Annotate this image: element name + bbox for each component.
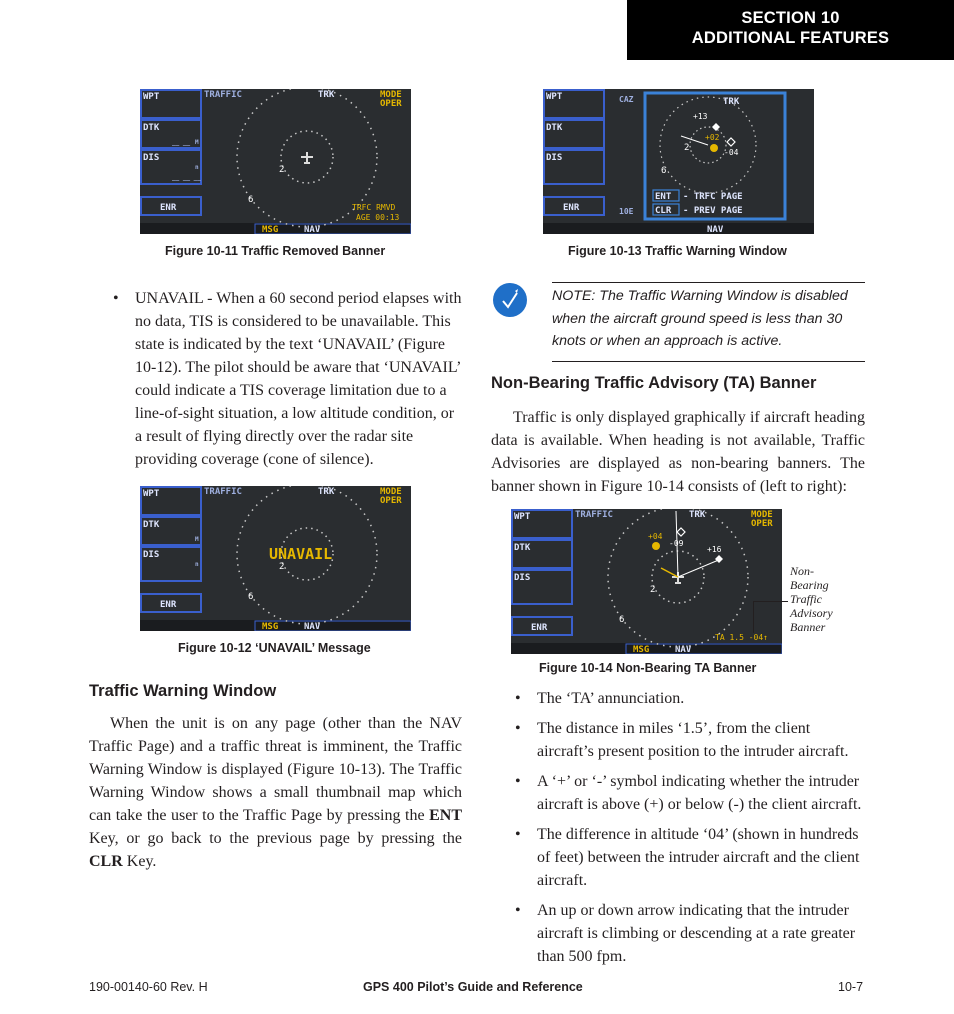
target-minus09: -09 [669,539,684,548]
svg-text:MODE: MODE [380,487,402,497]
enr-label: ENR [160,203,177,213]
note-bottom-rule [552,361,865,362]
svg-text:DTK: DTK [546,123,563,133]
dtk-label: DTK [143,123,160,133]
unavail-message: UNAVAIL [269,545,333,563]
svg-text:MSG: MSG [633,645,650,654]
svg-text:ENR: ENR [563,203,580,213]
svg-text:DIS: DIS [514,573,531,583]
traffic-warning-heading: Traffic Warning Window [89,682,277,700]
svg-text:__ __ __: __ __ __ [172,174,201,181]
age-banner: AGE 00:13 [356,213,400,222]
svg-text:10E: 10E [619,207,634,216]
svg-text:2: 2 [650,585,656,595]
svg-text:WPT: WPT [143,489,160,499]
bullet-symbol-sign: • A ‘+’ or ‘-’ symbol indicating whether the intruder aircraft is above (+) or below (-) the client aircraft. [515,773,862,813]
unavail-text: UNAVAIL - When a 60 second period elapses with no data, TIS is considered to be unavailable. This state is indicated by the text ‘UNAVAIL’ (Figure 10-12). The pilot should be aware that ‘UNAVAIL’ could indicate a TIS coverage limitation due to a line-of-sight situation, a low altitude condition, or a result of flying directly over the radar site providing coverage (cone of silence). [135,290,462,468]
figure-10-12-caption: Figure 10-12 ‘UNAVAIL’ Message [178,641,371,655]
svg-text:TRK: TRK [318,487,335,497]
target-minus04: -04 [724,148,739,157]
trfc-page-label: - TRFC PAGE [683,192,743,202]
svg-text:TRK: TRK [689,510,706,520]
svg-text:DTK: DTK [143,520,160,530]
figure-10-13-caption: Figure 10-13 Traffic Warning Window [568,244,787,258]
traffic-warning-body: When the unit is on any page (other than the NAV Traffic Page) and a traffic threat is imminent, the Traffic Warning Window is displayed (Figure 10-13). The Traffic Warning Window shows a small thumbnail map which can take the user to the Traffic Page by pressing the ENT Key, or go back to the previous page by pressing the CLR Key. [89,715,462,870]
section-header [627,0,954,60]
svg-text:OPER: OPER [751,519,773,529]
note-icon [492,282,528,318]
svg-text:TRK: TRK [723,97,740,107]
footer-page-number: 10-7 [838,980,864,994]
footer-title: GPS 400 Pilot’s Guide and Reference [363,980,583,994]
range-6-label: 6 [248,195,254,205]
svg-text:M: M [195,536,199,543]
range-2-label: 2 [279,165,285,175]
figure-10-14-screen [511,509,782,654]
msg-label: MSG [262,225,279,234]
svg-text:TRAFFIC: TRAFFIC [575,510,613,520]
bullet-distance: • The distance in miles ‘1.5’, from the client aircraft’s present position to the intruder aircraft. [515,720,849,760]
trk-label: TRK [318,90,335,100]
svg-text:NAV: NAV [707,225,724,234]
svg-text:M: M [195,139,199,146]
svg-text:__ __: __ __ [172,139,191,146]
ent-key-label: ENT [655,192,672,202]
target-plus02: +02 [705,133,720,142]
note-text: NOTE: The Traffic Warning Window is disabled when the aircraft ground speed is less than 30 knots or when an approach is active. [552,288,848,349]
annotation-non-bearing: Non- Bearing Traffic Advisory Banner [790,564,833,634]
ta-banner: TA 1.5 -04↑ [715,633,768,642]
annotation-leader-vertical [753,601,754,633]
target-plus04: +04 [648,532,663,541]
figure-10-14-caption: Figure 10-14 Non-Bearing TA Banner [539,661,757,675]
svg-text:6: 6 [248,592,254,602]
ent-key-ref: ENT [429,807,462,824]
non-bearing-heading: Non-Bearing Traffic Advisory (TA) Banner [491,374,817,392]
non-bearing-body: Traffic is only displayed graphically if aircraft heading data is available. When heading is not available, Traffic Advisories are displayed as non-bearing banners. The banner shown in Figure 10-14 consists of (left to right): [491,409,865,495]
svg-text:ENR: ENR [531,623,548,633]
nav-label: NAV [304,225,321,234]
section-title: ADDITIONAL FEATURES [691,29,890,47]
note-top-rule [552,282,865,283]
traffic-title: TRAFFIC [204,90,242,100]
unavail-bullet [113,287,465,471]
mode-label: MODE [380,90,402,100]
svg-text:n: n [195,164,199,171]
svg-text:6: 6 [619,615,625,625]
wpt-label: WPT [143,92,160,102]
target-plus13: +13 [693,112,708,121]
svg-text:WPT: WPT [514,512,531,522]
svg-text:NAV: NAV [304,622,321,631]
bullet-altitude: • The difference in altitude ‘04’ (shown in hundreds of feet) between the intruder aircraft and the client aircraft. [515,826,860,889]
svg-text:TRAFFIC: TRAFFIC [204,487,242,497]
clr-key-ref: CLR [89,853,123,870]
figure-10-12-screen [140,486,411,631]
prev-page-label: - PREV PAGE [683,206,743,216]
svg-text:ENR: ENR [160,600,177,610]
annotation-leader [753,601,788,602]
footer-part-number: 190-00140-60 Rev. H [89,980,208,994]
svg-text:OPER: OPER [380,496,402,506]
bullet-symbol: • [113,290,119,307]
svg-text:MODE: MODE [751,510,773,520]
figure-10-11-caption: Figure 10-11 Traffic Removed Banner [165,244,386,258]
svg-text:n: n [195,561,199,568]
svg-text:DTK: DTK [514,543,531,553]
svg-text:2: 2 [684,143,690,153]
bullet-ta: • The ‘TA’ annunciation. [515,690,685,707]
target-plus16: +16 [707,545,722,554]
svg-text:DIS: DIS [546,153,563,163]
svg-text:MSG: MSG [262,622,279,631]
section-number: SECTION 10 [741,9,840,27]
bullet-arrow: • An up or down arrow indicating that the intruder aircraft is climbing or descending at a rate greater than 500 fpm. [515,902,856,965]
svg-text:2: 2 [279,562,285,572]
svg-text:DIS: DIS [143,550,160,560]
trfc-rmvd-banner: TRFC RMVD [352,203,396,212]
figure-10-13-screen [543,89,814,234]
figure-10-11-screen [140,89,411,234]
clr-key-label: CLR [655,206,672,216]
svg-text:CAZ: CAZ [619,95,634,104]
svg-text:NAV: NAV [675,645,692,654]
svg-text:6: 6 [661,166,667,176]
dis-label: DIS [143,153,160,163]
svg-text:WPT: WPT [546,92,563,102]
oper-label: OPER [380,99,402,109]
